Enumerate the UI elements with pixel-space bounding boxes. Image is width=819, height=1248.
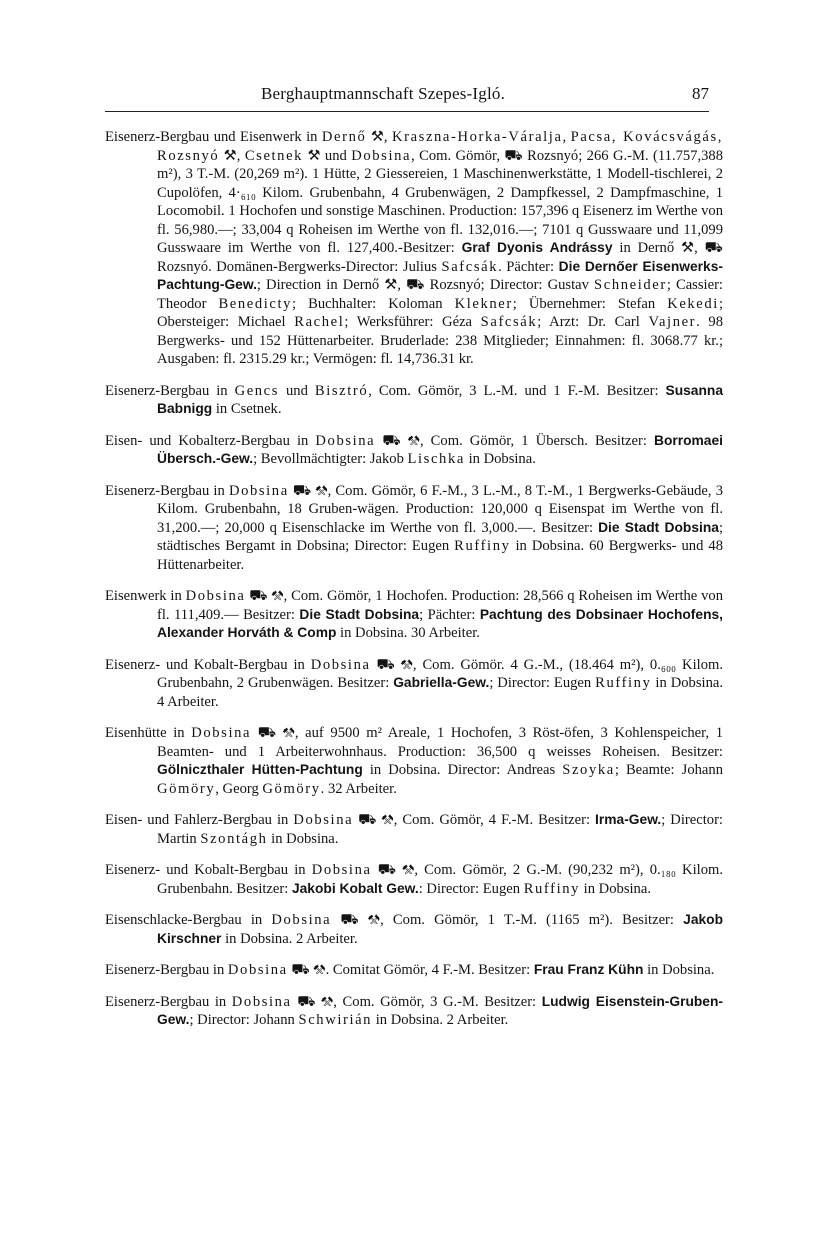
entry-text: ; städtisches Bergamt in Dobsina; Director: Eugen bbox=[157, 519, 723, 554]
entry-text: , Georg bbox=[215, 780, 263, 797]
entry-text: , Com. Gömör, 3 L.-M. und 1 F.-M. Besitzer: bbox=[368, 382, 666, 399]
entry-spaced-name: Benedicty bbox=[218, 295, 293, 312]
entry-text: ; Werksführer: Géza bbox=[344, 314, 481, 330]
entry-bold-name: Gabriella-Gew. bbox=[393, 675, 490, 690]
entry-text: ⛟ ⚒, Com. Gömör, 1 T.-M. (1165 m²). Besitzer: bbox=[331, 912, 684, 928]
entry-spaced-name: Lischka bbox=[407, 451, 465, 467]
entry-text: ; Director: Johann bbox=[189, 1012, 299, 1028]
entry-spaced-name: Dobsina bbox=[228, 482, 289, 499]
page-number: 87 bbox=[692, 84, 709, 103]
entry-spaced-name: Szoyka bbox=[562, 762, 615, 778]
entry-text: Eisenerz- und Kobalt-Bergbau in bbox=[105, 862, 312, 878]
entry-spaced-name: Vajner bbox=[648, 314, 697, 330]
entry-text: Eisenwerk in bbox=[105, 588, 186, 604]
entry-bold-name: Frau Franz Kühn bbox=[533, 962, 644, 977]
entry-text: ⚒, bbox=[366, 129, 392, 145]
entry-spaced-name: Dobsina bbox=[293, 812, 354, 828]
entry-bold-name: Die Dernőer Eisenwerks-Pachtung-Gew. bbox=[157, 258, 723, 292]
mine-entry bbox=[105, 811, 723, 848]
entry-text: ; Beamte: Johann bbox=[614, 762, 723, 778]
mine-entry bbox=[105, 482, 723, 575]
entry-text: Eisen- und Fahlerz-Bergbau in bbox=[105, 812, 294, 828]
entry-text: Eisenerz-Bergbau in bbox=[105, 962, 228, 978]
entry-text: und bbox=[279, 382, 315, 399]
entry-text: ; Obersteiger: Michael bbox=[157, 295, 723, 330]
entry-spaced-name: Dobsina bbox=[227, 962, 288, 978]
entry-text: ; Direction in Dernő ⚒, ⛟ Rozsnyó; Director: Gustav bbox=[256, 277, 595, 293]
entry-text: ⛟ ⚒, Com. Gömör, 2 G.-M. (90,232 m²), 0.₁₈₀ Kilom. Grubenbahn. Besitzer: bbox=[157, 862, 723, 897]
entry-text: in Dobsina. bbox=[643, 962, 715, 978]
entry-text: in Dobsina. 30 Arbeiter. bbox=[336, 625, 480, 641]
entry-text: in Dobsina. 2 Arbeiter. bbox=[372, 1012, 509, 1028]
mine-entry bbox=[105, 587, 723, 643]
entry-text: ; Arzt: Dr. Carl bbox=[537, 314, 649, 330]
entry-spaced-name: Dobsina bbox=[311, 862, 372, 878]
entry-text: ; Director: Martin bbox=[157, 812, 723, 847]
entry-spaced-name: Dobsina bbox=[231, 993, 292, 1010]
mine-entry bbox=[105, 961, 723, 980]
entry-bold-name: Jakob Kirschner bbox=[157, 912, 724, 946]
entry-spaced-name: Bisztró bbox=[314, 382, 369, 399]
entry-text: ⛟ ⚒, Com. Gömör. 4 G.-M., (18.464 m²), 0.₆₀₀ Kilom. Grubenbahn, 2 Grubenwägen. Besitzer: bbox=[157, 656, 723, 691]
page-header bbox=[105, 84, 709, 108]
mine-entry bbox=[105, 656, 723, 712]
entry-text: . Pächter: bbox=[498, 258, 559, 275]
entry-text: Eisen- und Kobalterz-Bergbau in bbox=[105, 432, 316, 449]
entry-text: Eisenerz-Bergbau und Eisenwerk in bbox=[105, 129, 322, 145]
entry-bold-name: Susanna Babnigg bbox=[157, 382, 724, 416]
entry-text: . 32 Arbeiter. bbox=[320, 780, 397, 797]
entry-spaced-name: Dernő bbox=[321, 129, 367, 145]
entry-spaced-name: Dobsina bbox=[271, 912, 332, 928]
entry-text: in Csetnek. bbox=[212, 401, 282, 417]
entry-text: : Director: Eugen bbox=[418, 880, 524, 897]
entry-spaced-name: Dobsina bbox=[315, 432, 376, 449]
entry-bold-name: Ludwig Eisenstein-Gruben-Gew. bbox=[157, 993, 723, 1027]
entry-text: ⛟ ⚒, Com. Gömör, 1 Übersch. Besitzer: bbox=[375, 432, 654, 449]
entry-spaced-name: Csetnek bbox=[244, 147, 304, 164]
entry-text: Eisenerz- und Kobalt-Bergbau in bbox=[105, 656, 311, 673]
entry-spaced-name: Ruffiny bbox=[454, 538, 511, 554]
entry-text: in Dobsina. 2 Arbeiter. bbox=[221, 930, 358, 947]
entry-spaced-name: Dobsina bbox=[191, 725, 252, 741]
entry-text: in Dobsina. bbox=[580, 880, 651, 897]
entry-text: Eisenerz-Bergbau in bbox=[105, 382, 235, 399]
mine-entry bbox=[105, 432, 723, 469]
entry-spaced-name: Klekner bbox=[454, 295, 513, 312]
entry-spaced-name: Dobsina bbox=[185, 588, 246, 604]
entry-text: ⛟ ⚒, Com. Gömör, 1 Hochofen. Production: 28,566 q Roheisen im Werthe von fl. 111,409.— Besitzer: bbox=[157, 588, 723, 623]
entry-text: in Dobsina. bbox=[464, 451, 536, 467]
entry-text: ⚒ und bbox=[303, 147, 352, 164]
entry-spaced-name: Ruffiny bbox=[523, 880, 581, 897]
entry-bold-name: Pachtung des Dobsinaer Hochofens, Alexander Horváth & Comp bbox=[157, 606, 724, 640]
entry-text: ⛟ ⚒, Com. Gömör, 4 F.-M. Besitzer: bbox=[353, 812, 596, 828]
mine-entry bbox=[105, 382, 723, 419]
entry-spaced-name: Ruffiny bbox=[595, 675, 652, 691]
entry-spaced-name: Gencs bbox=[234, 382, 280, 399]
entry-spaced-name: Dobsina bbox=[310, 656, 371, 673]
entry-bold-name: Graf Dyonis Andrássy bbox=[461, 240, 613, 255]
entry-bold-name: Die Stadt Dobsina bbox=[598, 519, 719, 535]
entry-text: in Dernő ⚒, ⛟ Rozsnyó. Domänen-Bergwerks-Director: Julius bbox=[157, 240, 724, 275]
entry-spaced-name: Szontágh bbox=[200, 830, 268, 847]
entry-text: ; Director: Eugen bbox=[489, 675, 596, 691]
header-rule bbox=[105, 111, 709, 112]
entry-text: ; Buchhalter: Koloman bbox=[292, 295, 455, 312]
entry-list bbox=[105, 128, 723, 1043]
entry-text: Eisenschlacke-Bergbau in bbox=[105, 912, 272, 928]
entry-text: , bbox=[562, 129, 571, 145]
entry-text: . 98 Bergwerks- und 152 Hüttenarbeiter. Bruderlade: 238 Mitglieder; Einnahmen: fl. 3068.77 kr.; Ausgaben: fl. 2315.29 kr.; Vermögen: fl. 14,736.31 kr. bbox=[157, 314, 724, 367]
mine-entry bbox=[105, 128, 723, 369]
entry-text: Eisenhütte in bbox=[105, 725, 192, 741]
entry-spaced-name: Schwirián bbox=[298, 1012, 373, 1028]
entry-text: ; Cassier: Theodor bbox=[157, 277, 723, 312]
mine-entry bbox=[105, 724, 723, 798]
entry-spaced-name: Gömöry bbox=[157, 780, 216, 797]
running-title: Berghauptmannschaft Szepes-Igló. bbox=[261, 84, 506, 103]
entry-text: ⚒, bbox=[219, 147, 245, 164]
entry-spaced-name: Safcsák bbox=[441, 258, 499, 275]
entry-spaced-name: Gömöry bbox=[262, 780, 321, 797]
entry-text: ; Übernehmer: Stefan bbox=[512, 295, 668, 312]
entry-spaced-name: Pacsa, Kovácsvágás, Rozsnyó bbox=[157, 129, 724, 164]
entry-spaced-name: Kraszna-Horka-Váralja bbox=[392, 129, 563, 145]
entry-spaced-name: Safcsák bbox=[480, 314, 538, 330]
entry-spaced-name: Rachel bbox=[294, 314, 345, 330]
entry-text: in Dobsina. 60 Bergwerks- und 48 Hüttenarbeiter. bbox=[157, 538, 723, 573]
entry-text: ⛟ ⚒. Comitat Gömör, 4 F.-M. Besitzer: bbox=[287, 962, 534, 978]
entry-text: ; Bevollmächtigter: Jakob bbox=[253, 451, 408, 467]
entry-text: ⛟ ⚒, auf 9500 m² Areale, 1 Hochofen, 3 Röst-öfen, 3 Kohlenspeicher, 1 Beamten- und 1 Arbeiterwohnhaus. Production: 36,500 q weisses Roheisen. Besitzer: bbox=[157, 725, 723, 760]
entry-bold-name: Irma-Gew. bbox=[595, 812, 662, 827]
entry-text: in Dobsina. 4 Arbeiter. bbox=[157, 675, 723, 710]
entry-text: ⛟ ⚒, Com. Gömör, 6 F.-M., 3 L.-M., 8 T.-M., 1 Bergwerks-Gebäude, 3 Kilom. Grubenbahn, 18 Gruben-wägen. Production: 120,000 q Eisenspat im Werthe von fl. 31,200.—; 20,000 q Eisenschlacke im Werthe von fl. 3,000.—. Besitzer: bbox=[157, 482, 723, 536]
entry-bold-name: Gölniczthaler Hütten-Pachtung bbox=[157, 762, 363, 777]
entry-spaced-name: Kekedi bbox=[667, 295, 719, 312]
mine-entry bbox=[105, 911, 723, 948]
entry-spaced-name: Dobsina bbox=[351, 147, 412, 164]
entry-bold-name: Borromaei Übersch.-Gew. bbox=[157, 432, 723, 466]
entry-text: ; Pächter: bbox=[419, 606, 480, 623]
mine-entry bbox=[105, 993, 723, 1030]
entry-bold-name: Die Stadt Dobsina bbox=[299, 606, 420, 622]
entry-text: in Dobsina. Director: Andreas bbox=[362, 762, 563, 778]
entry-spaced-name: Schneider bbox=[594, 277, 667, 293]
entry-bold-name: Jakobi Kobalt Gew. bbox=[291, 880, 419, 896]
entry-text: Eisenerz-Bergbau in bbox=[105, 993, 232, 1010]
entry-text: , Com. Gömör, ⛟ Rozsnyó; 266 G.-M. (11.757,388 m²), 3 T.-M. (20,269 m²). 1 Hütte, 2 Giessereien, 1 Maschinenwerkstätte, 1 Modell-tischlerei, 2 Cupolöfen, 4·₆₁₀ Kilom. Grubenbahn, 4 Grubenwägen, 2 Dampfkessel, 2 Dampfmaschine, 1 Locomobil. 1 Hochofen und sonstige Maschinen. Production: 157,396 q Eisenerz im Werthe von fl. 56,980.—; 33,004 q Roheisen im Werthe von fl. 132,016.—; 7101 q Gusswaare und 11,099 Gusswaare im Werthe von fl. 127,400.-Besitzer: bbox=[157, 147, 724, 256]
entry-text: Eisenerz-Bergbau in bbox=[105, 482, 229, 499]
entry-text: in Dobsina. bbox=[267, 830, 339, 847]
mine-entry bbox=[105, 861, 723, 898]
entry-text: ⛟ ⚒, Com. Gömör, 3 G.-M. Besitzer: bbox=[291, 993, 542, 1010]
